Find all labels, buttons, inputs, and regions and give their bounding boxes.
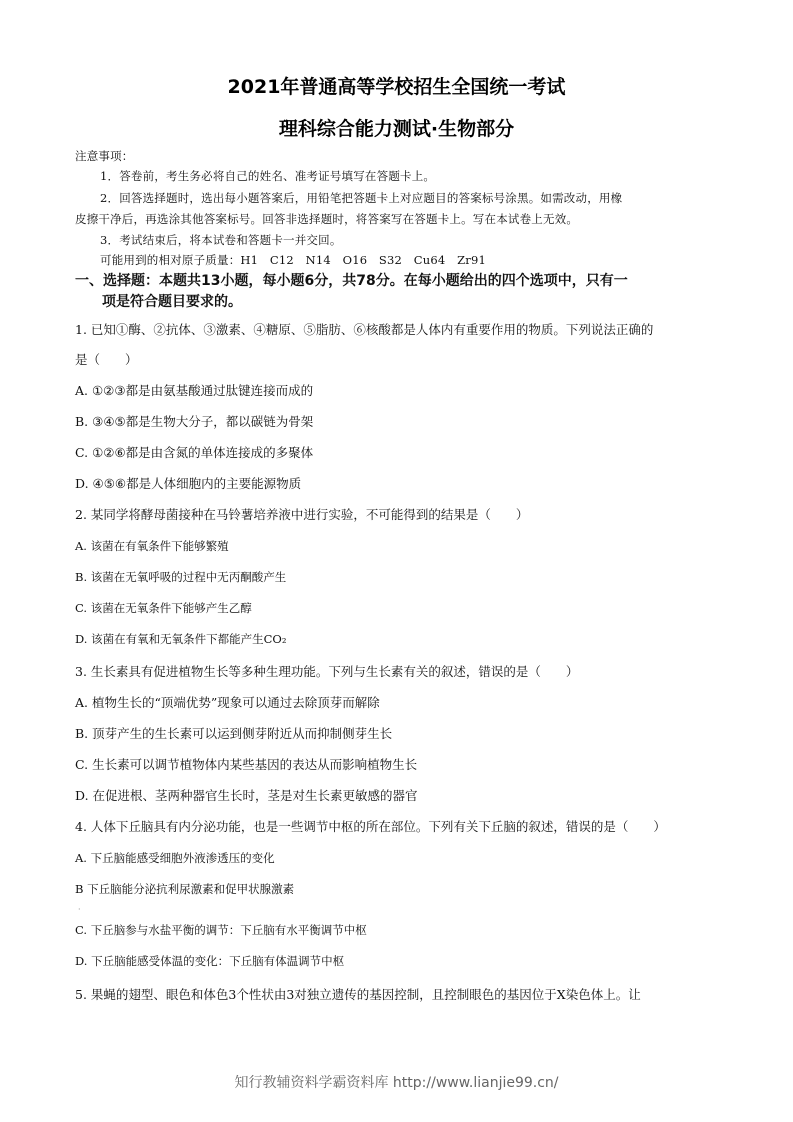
q1-option-a: A. ①②③都是由氨基酸通过肽键连接而成的: [75, 383, 314, 398]
note-3: 3．考试结束后，将本试卷和答题卡一并交回。: [100, 233, 342, 247]
q2-option-c: C. 该菌在无氧条件下能够产生乙醇: [75, 601, 252, 615]
q3-option-c: C. 生长素可以调节植物体内某些基因的表达从而影响植物生长: [75, 757, 418, 772]
q1-option-d: D. ④⑤⑥都是人体细胞内的主要能源物质: [75, 476, 302, 491]
q1-option-c: C. ①②⑥都是由含氮的单体连接成的多聚体: [75, 445, 314, 460]
q2-option-d: D. 该菌在有氧和无氧条件下都能产生CO₂: [75, 632, 287, 646]
q2-option-a: A. 该菌在有氧条件下能够繁殖: [75, 539, 229, 553]
q4-option-d: D. 下丘脑能感受体温的变化：下丘脑有体温调节中枢: [75, 954, 345, 968]
q1-stem: 1. 已知①酶、②抗体、③激素、④糖原、⑤脂肪、⑥核酸都是人体内有重要作用的物质。下列说法正确的: [75, 322, 654, 337]
q3-option-b: B. 顶芽产生的生长素可以运到侧芽附近从而抑制侧芽生长: [75, 726, 393, 741]
notes-heading: 注意事项：: [75, 149, 134, 163]
q4-stem: 4. 人体下丘脑具有内分泌功能，也是一些调节中枢的所在部位。下列有关下丘脑的叙述，错误的是（ ）: [75, 819, 666, 834]
page-subtitle: 理科综合能力测试·生物部分: [278, 118, 515, 140]
q4-option-a: A. 下丘脑能感受细胞外液渗透压的变化: [75, 851, 275, 865]
q5-stem: 5. 果蝇的翅型、眼色和体色3个性状由3对独立遗传的基因控制，且控制眼色的基因位于X染色体上。让: [75, 987, 641, 1002]
section-heading-line1: 一、选择题：本题共13小题，每小题6分，共78分。在每小题给出的四个选项中，只有一: [75, 273, 628, 289]
footer-watermark: 知行教辅资料学霸资料库 http://www.lianjie99.cn/: [234, 1075, 559, 1091]
section-heading-line2: 项是符合题目要求的。: [102, 294, 242, 310]
q3-option-d: D. 在促进根、茎两种器官生长时，茎是对生长素更敏感的器官: [75, 788, 418, 803]
note-2b: 皮擦干净后，再选涂其他答案标号。回答非选择题时，将答案写在答题卡上。写在本试卷上无效。: [75, 212, 579, 226]
q4-option-b: B 下丘脑能分泌抗利尿激素和促甲状腺激素: [75, 882, 295, 896]
q2-option-b: B. 该菌在无氧呼吸的过程中无丙酮酸产生: [75, 570, 287, 584]
q2-stem: 2. 某同学将酵母菌接种在马铃薯培养液中进行实验，不可能得到的结果是（ ）: [75, 507, 529, 522]
note-2a: 2．回答选择题时，选出每小题答案后，用铅笔把答题卡上对应题目的答案标号涂黑。如需改动，用橡: [100, 191, 623, 205]
q3-stem: 3. 生长素具有促进植物生长等多种生理功能。下列与生长素有关的叙述，错误的是（ ）: [75, 664, 579, 679]
q1-stem-cont: 是（ ）: [75, 352, 138, 367]
q3-option-a: A. 植物生长的“顶端优势”现象可以通过去除顶芽而解除: [75, 695, 380, 710]
page-title: 2021年普通高等学校招生全国统一考试: [227, 76, 566, 98]
stray-dot: ·: [78, 905, 81, 914]
note-1: 1．答卷前，考生务必将自己的姓名、准考证号填写在答题卡上。: [100, 169, 436, 183]
q1-option-b: B. ③④⑤都是生物大分子，都以碳链为骨架: [75, 414, 314, 429]
note-4-atomic-masses: 可能用到的相对原子质量：H1 C12 N14 O16 S32 Cu64 Zr91: [100, 253, 487, 267]
q4-option-c: C. 下丘脑参与水盐平衡的调节：下丘脑有水平衡调节中枢: [75, 923, 367, 937]
